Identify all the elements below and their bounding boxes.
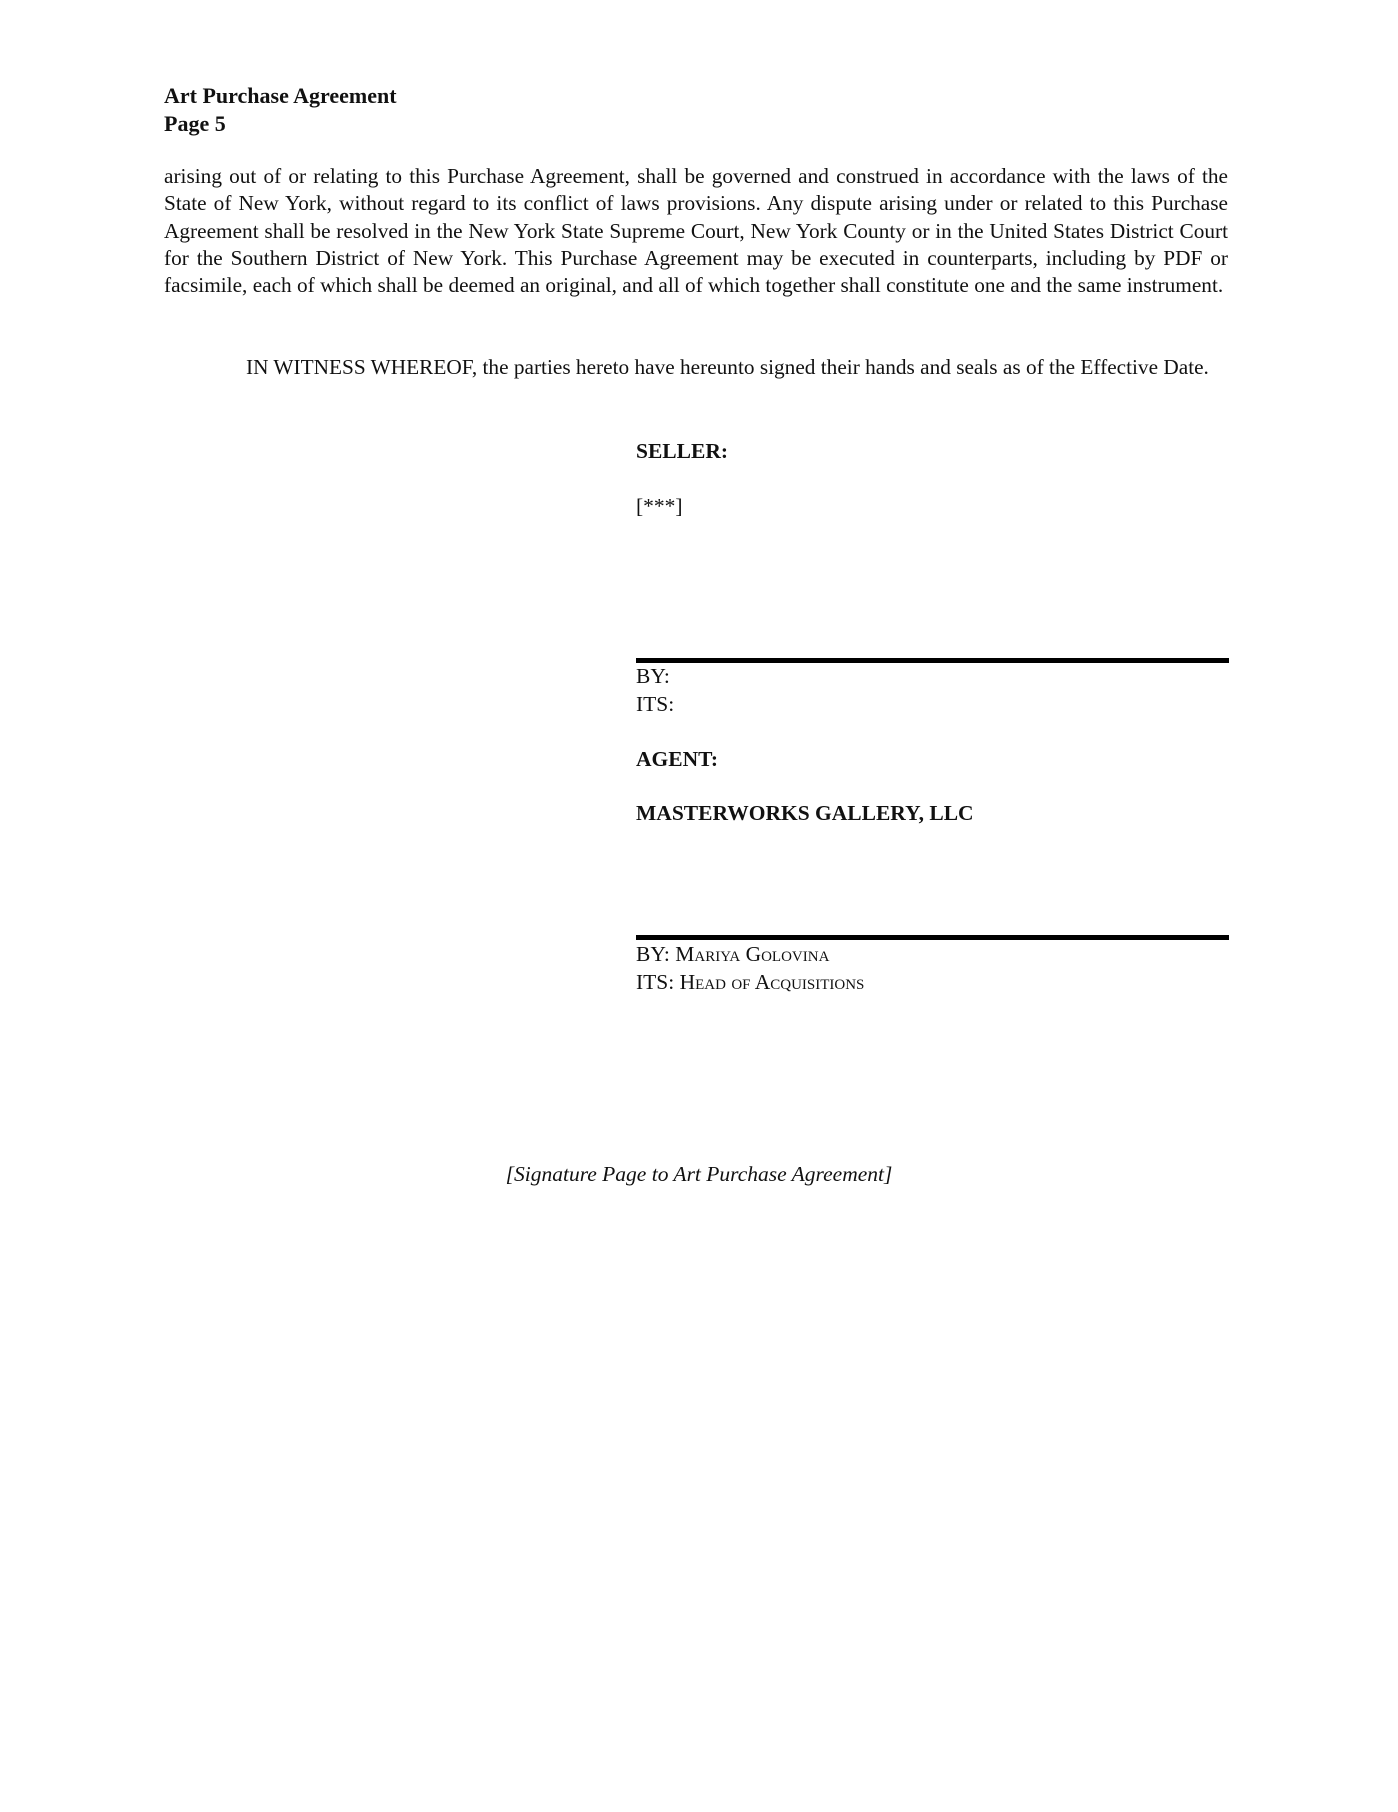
seller-its-row (636, 690, 1229, 718)
witness-paragraph: IN WITNESS WHEREOF, the parties hereto have hereunto signed their hands and seals as of the Effective Date. (246, 355, 1209, 379)
agent-block (636, 746, 1229, 773)
agent-fields (636, 940, 1229, 996)
seller-block (636, 438, 1229, 465)
signature-page-caption: [Signature Page to Art Purchase Agreement] (505, 1162, 893, 1186)
agent-name: MASTERWORKS GALLERY, LLC (636, 801, 974, 825)
agent-name-block (636, 800, 1229, 827)
governing-law-paragraph: arising out of or relating to this Purchase Agreement, shall be governed and construed in accordance with the laws of the State of New York, without regard to its conflict of laws provisions. Any dispute arising under or related to this Purchase Agreement shall be resolved in the New York State Supreme Court, New York County or in the United States District Court for the Southern District of New York. This Purchase Agreement may be executed in counterparts, including by PDF or facsimile, each of which shall be deemed an original, and all of which together shall constitute one and the same instrument. (164, 164, 1228, 298)
agent-its-value: Head of Acquisitions (679, 970, 865, 994)
seller-its-label: ITS: (636, 692, 675, 716)
agent-its-row (636, 968, 1229, 996)
agent-by-row (636, 940, 1229, 968)
seller-by-row (636, 662, 1229, 690)
agent-heading: AGENT: (636, 747, 719, 771)
page-header (164, 82, 397, 138)
document-title: Art Purchase Agreement (164, 83, 397, 108)
seller-heading: SELLER: (636, 439, 729, 463)
seller-name-block (636, 493, 1229, 520)
seller-by-label: BY: (636, 664, 670, 688)
page-number: Page 5 (164, 111, 226, 136)
seller-name: [***] (636, 494, 683, 518)
agent-by-label: BY: (636, 942, 670, 966)
agent-by-value: Mariya Golovina (675, 942, 830, 966)
seller-fields (636, 662, 1229, 718)
agent-its-label: ITS: (636, 970, 675, 994)
